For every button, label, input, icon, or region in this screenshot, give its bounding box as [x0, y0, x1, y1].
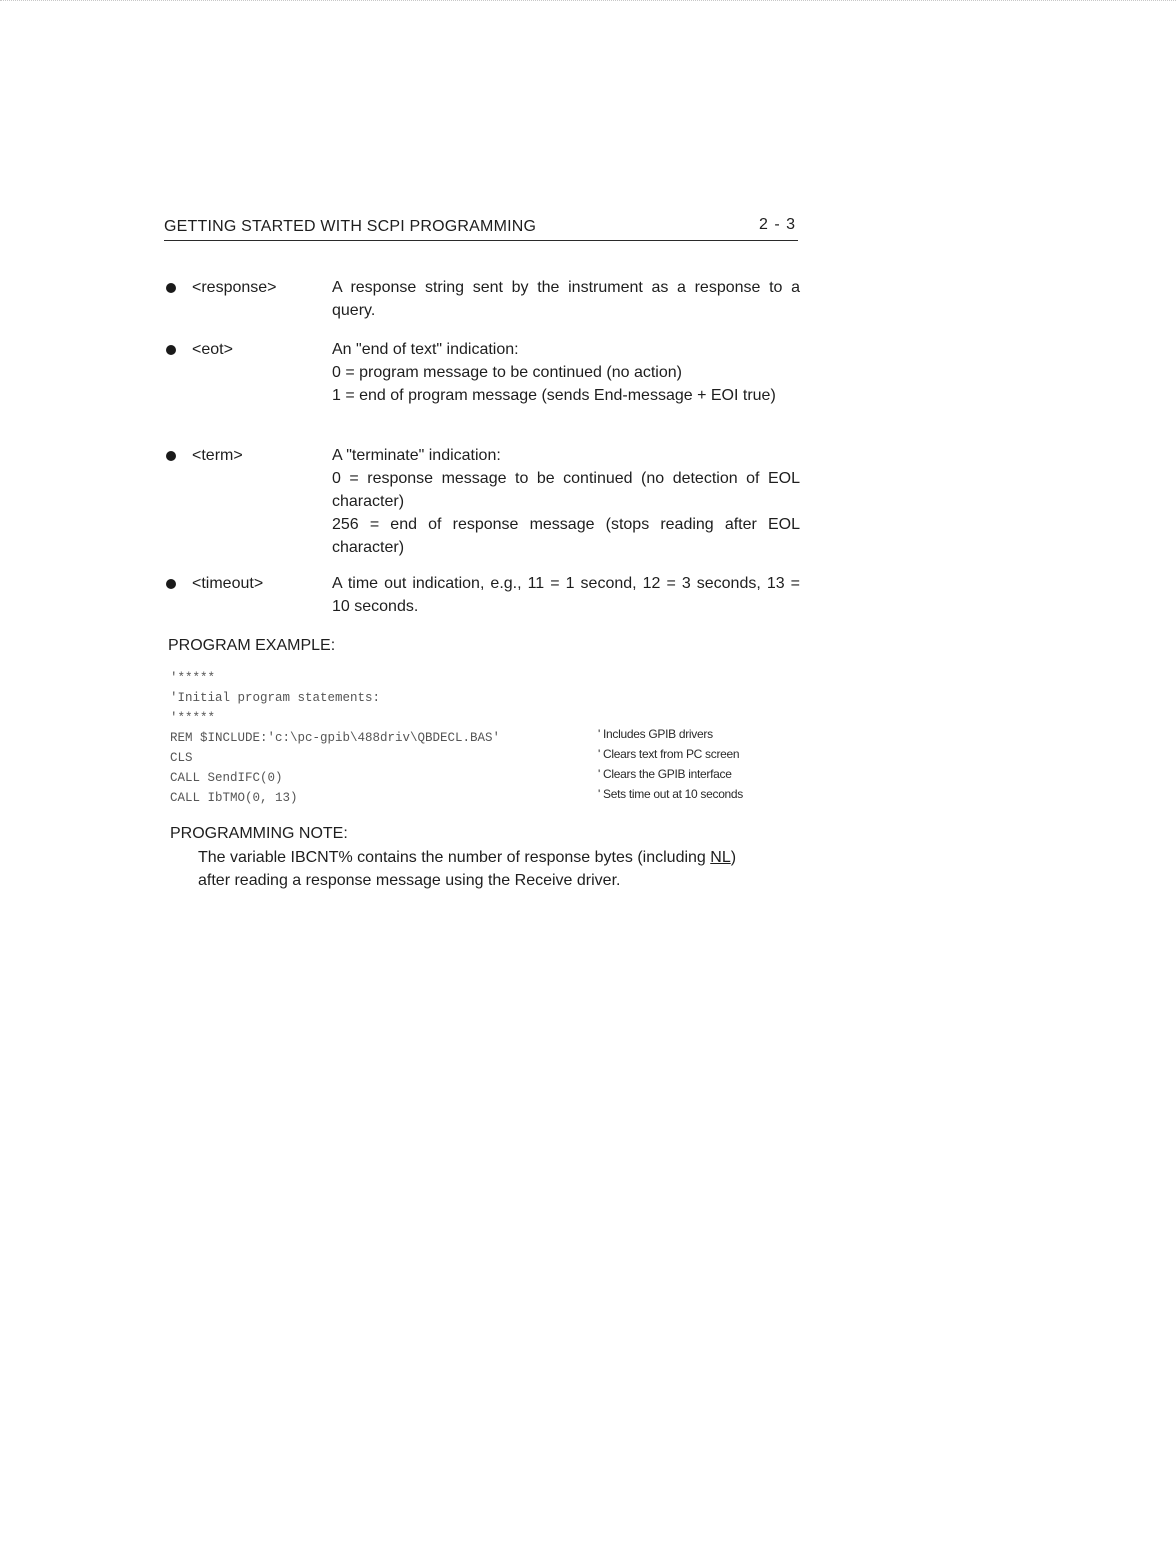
- code-line: CALL IbTMO(0, 13): [170, 791, 298, 805]
- definition-term: <term>: [192, 447, 243, 464]
- definition-line: An "end of text" indication:: [332, 341, 519, 358]
- definition-term: <timeout>: [192, 575, 264, 592]
- code-comment: ' Includes GPIB drivers: [598, 727, 713, 741]
- note-line-2: after reading a response message using the Receive driver.: [198, 872, 621, 889]
- definition-line: A "terminate" indication:: [332, 447, 501, 464]
- definition-description: [332, 276, 800, 322]
- note-text-before: The variable IBCNT% contains the number of response bytes (including: [198, 849, 711, 866]
- code-comment: ' Clears the GPIB interface: [598, 767, 732, 781]
- code-line: 'Initial program statements:: [170, 691, 381, 705]
- code-comment: ' Clears text from PC screen: [598, 747, 740, 761]
- definition-line: A response string sent by the instrument as a response to a query.: [332, 279, 800, 319]
- code-line: CLS: [170, 751, 193, 765]
- code-comment: ' Sets time out at 10 seconds: [598, 787, 744, 801]
- definition-description: [332, 444, 800, 559]
- definition-list: [164, 276, 804, 622]
- definition-line: 0 = response message to be continued (no detection of EOL character): [332, 470, 800, 510]
- code-line: REM $INCLUDE:'c:\pc-gpib\488driv\QBDECL.BAS': [170, 731, 501, 745]
- code-block: [170, 668, 590, 808]
- definition-line: A time out indication, e.g., 11 = 1 second, 12 = 3 seconds, 13 = 10 seconds.: [332, 575, 800, 615]
- bullet-icon: [166, 579, 176, 589]
- definition-term: <response>: [192, 279, 277, 296]
- definition-timeout: [164, 572, 804, 622]
- definition-term-indication: [164, 444, 804, 572]
- definition-line: 1 = end of program message (sends End-message + EOI true): [332, 387, 776, 404]
- definition-response: [164, 276, 804, 338]
- note-underlined: NL: [710, 849, 731, 866]
- code-comments: [598, 724, 798, 804]
- header-title: GETTING STARTED WITH SCPI PROGRAMMING: [164, 218, 537, 235]
- definition-eot: [164, 338, 804, 444]
- code-line: '*****: [170, 711, 216, 725]
- code-line: CALL SendIFC(0): [170, 771, 283, 785]
- definition-line: 256 = end of response message (stops reading after EOL character): [332, 516, 800, 556]
- definition-term: <eot>: [192, 341, 233, 358]
- note-text-after: ): [730, 849, 737, 866]
- bullet-icon: [166, 451, 176, 461]
- programming-note-text: [198, 846, 818, 892]
- code-line: '*****: [170, 671, 216, 685]
- definition-description: [332, 572, 800, 618]
- page-number: 2 - 3: [758, 216, 796, 233]
- definition-line: 0 = program message to be continued (no action): [332, 364, 682, 381]
- programming-note-heading: PROGRAMMING NOTE:: [170, 825, 348, 842]
- program-example-heading: PROGRAM EXAMPLE:: [168, 637, 336, 654]
- scan-edge: [0, 0, 1176, 3]
- note-line-1: [198, 846, 818, 869]
- definition-description: [332, 338, 800, 407]
- page-header: [164, 216, 798, 241]
- bullet-icon: [166, 283, 176, 293]
- bullet-icon: [166, 345, 176, 355]
